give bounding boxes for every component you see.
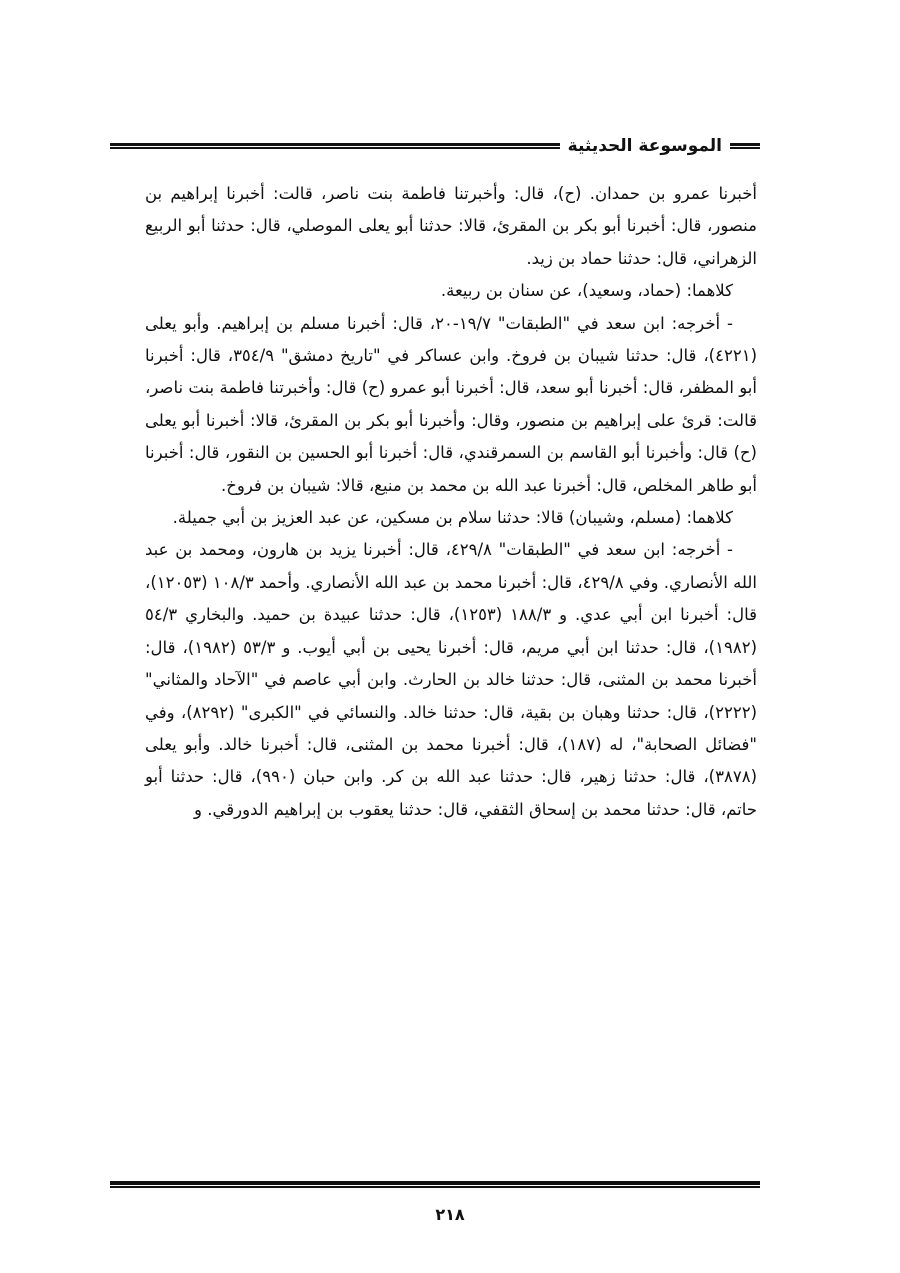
header-rule-right xyxy=(730,143,760,149)
paragraph-1: أخبرنا عمرو بن حمدان. (ح)، قال: وأخبرتنا فاطمة بنت ناصر، قالت: أخبرنا إبراهيم بن منصور، قال: أخبرنا أبو بكر بن المقرئ، قالا: حدثنا أبو يعلى الموصلي، قال: حدثنا أبو الربيع الزهراني، قال: حدثنا حماد بن زيد. xyxy=(145,184,757,268)
paragraph-4: كلاهما: (مسلم، وشيبان) قالا: حدثنا سلام بن مسكين، عن عبد العزيز بن أبي جميلة. xyxy=(172,508,733,528)
paragraph-3: - أخرجه: ابن سعد في "الطبقات" ١٩/٧-٢٠، قال: أخبرنا مسلم بن إبراهيم. وأبو يعلى (٤٢٢١)، قال: حدثنا شيبان بن فروخ. وابن عساكر في "تاريخ دمشق" ٣٥٤/٩، قال: أخبرنا أبو المظفر، قال: أخبرنا أبو سعد، قال: أخبرنا أبو عمرو (ح) قال: وأخبرتنا فاطمة بنت ناصر، قالت: قرئ على إبراهيم بن منصور، وقال: وأخبرنا أبو بكر بن المقرئ، قالا: أخبرنا أبو يعلى (ح) قال: وأخبرنا أبو القاسم بن السمرقندي، قال: أخبرنا أبو الحسين بن النقور، قال: أخبرنا أبو طاهر المخلص، قال: أخبرنا عبد الله بن محمد بن منيع، قالا: شيبان بن فروخ. xyxy=(145,313,757,495)
header-rule-left xyxy=(110,143,560,149)
header-title: الموسوعة الحديثية xyxy=(567,136,722,156)
page-body xyxy=(145,178,757,826)
paragraph-2: كلاهما: (حماد، وسعيد)، عن سنان بن ربيعة. xyxy=(440,281,733,301)
paragraph-5: - أخرجه: ابن سعد في "الطبقات" ٤٢٩/٨، قال: أخبرنا يزيد بن هارون، ومحمد بن عبد الله الأنصاري. وفي ٤٢٩/٨، قال: أخبرنا محمد بن عبد الله الأنصاري. وأحمد ١٠٨/٣ (١٢٠٥٣)، قال: أخبرنا ابن أبي عدي. و ١٨٨/٣ (١٢٥٣)، قال: حدثنا عبيدة بن حميد. والبخاري ٥٤/٣ (١٩٨٢)، قال: حدثنا ابن أبي مريم، قال: أخبرنا يحيى بن أبي أيوب. و ٥٣/٣ (١٩٨٢)، قال: أخبرنا محمد بن المثنى، قال: حدثنا خالد بن الحارث. وابن أبي عاصم في "الآحاد والمثاني" (٢٢٢٢)، قال: حدثنا وهبان بن بقية، قال: حدثنا خالد. والنسائي في "الكبرى" (٨٢٩٢)، وفي "فضائل الصحابة"، له (١٨٧)، قال: أخبرنا محمد بن المثنى، قال: أخبرنا خالد. وأبو يعلى (٣٨٧٨)، قال: حدثنا زهير، قال: حدثنا عبد الله بن كر. وابن حبان (٩٩٠)، قال: حدثنا أبو حاتم، قال: حدثنا محمد بن إسحاق الثقفي، قال: حدثنا يعقوب بن إبراهيم الدورقي. و xyxy=(145,540,758,819)
page-number: ٢١٨ xyxy=(435,1205,465,1224)
running-header xyxy=(110,128,760,164)
footer-rule xyxy=(110,1181,760,1188)
